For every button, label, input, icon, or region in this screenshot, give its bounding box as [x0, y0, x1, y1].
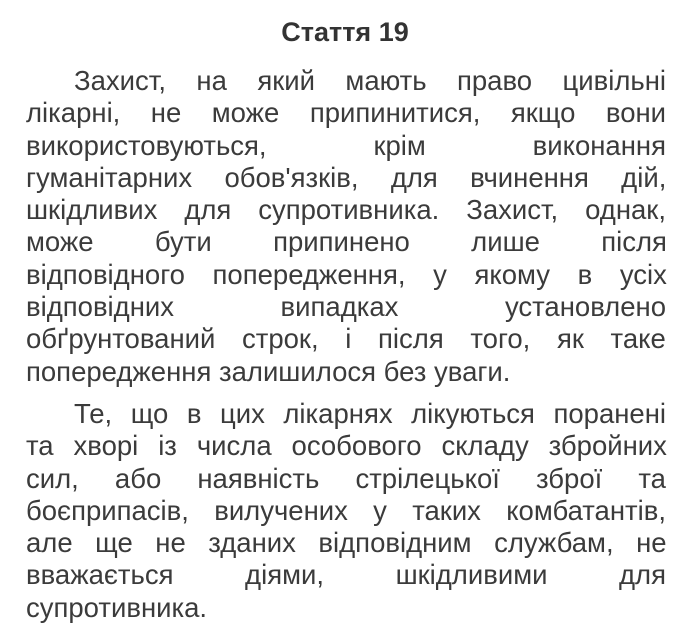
text-line: але ще не зданих відповідним службам, не: [26, 527, 667, 559]
text-line: шкідливих для супротивника. Захист, однак,: [26, 194, 666, 226]
text-line: відповідного попередження, у якому в усіх: [26, 258, 667, 290]
text-line: супротивника.: [26, 591, 208, 623]
text-line: відповідних випадках установлено: [26, 291, 666, 323]
text-line: боєприпасів, вилучених у таких комбатантів,: [26, 494, 666, 526]
text-line: обґрунтований строк, і після того, як таке: [26, 323, 666, 355]
text-line: використовуються, крім виконання: [26, 129, 666, 161]
text-line: гуманітарних обов'язків, для вчинення дій,: [26, 161, 667, 193]
text-line: Захист, на який мають право цивільні: [74, 65, 667, 96]
article-title: Стаття 19: [281, 17, 409, 47]
text-line: лікарні, не може припинитися, якщо вони: [26, 97, 667, 129]
text-line: та хворі із числа особового складу збройних: [26, 430, 667, 462]
text-line: сил, або наявність стрілецької зброї та: [26, 462, 666, 494]
text-line: вважається діями, шкідливими для: [26, 559, 666, 591]
article-paragraph-2: [26, 398, 666, 624]
text-line: попередження залишилося без уваги.: [26, 355, 511, 387]
text-line: Те, що в цих лікарнях лікуються поранені: [74, 398, 667, 429]
article-paragraph-1: [26, 65, 666, 388]
text-line: може бути припинено лише після: [26, 226, 667, 258]
